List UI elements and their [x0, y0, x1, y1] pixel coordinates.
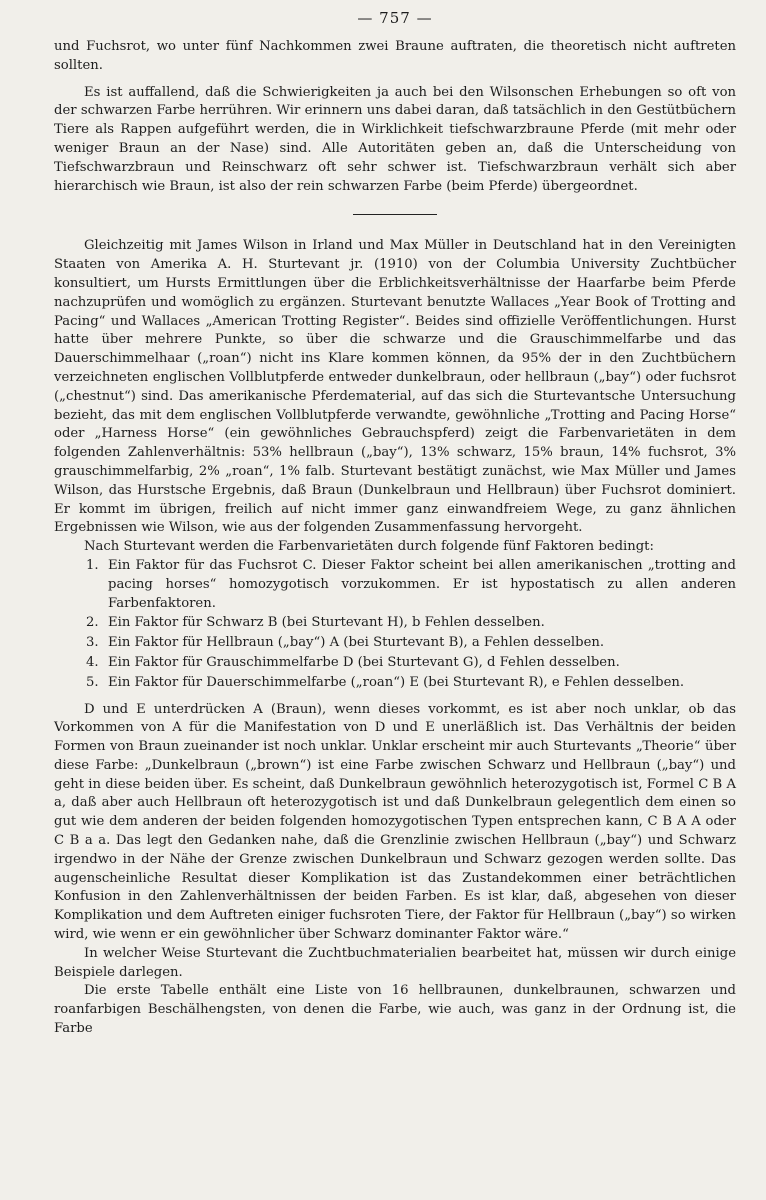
page-number: — 757 —: [357, 9, 433, 27]
paragraph-5: D und E unterdrücken A (Braun), wenn dieses vorkommt, es ist aber noch unklar, ob das Vorkommen von A für die Manifestation von D und E unerläßlich ist. Das Verhältnis der beiden Formen von Braun zueinander ist noch unklar. Unklar erscheint mir auch Sturtevants „Theorie“ über diese Farbe: „Dunkelbraun („brown“) ist eine Farbe zwischen Schwarz und Hellbraun („bay“) und geht in diese beiden über. Es scheint, daß Dunkelbraun gewöhnlich heterozygotisch ist, Formel C B A a, daß aber auch Hellbraun oft heterozygotisch ist und daß Dunkelbraun gelegentlich dem einen so gut wie dem anderen der beiden folgenden homozygotischen Typen entsprechen kann, C B A A oder C B a a. Das legt den Gedanken nahe, daß die Grenzlinie zwischen Hellbraun („bay“) und Schwarz irgendwo in der Nähe der Grenze zwischen Dunkelbraun und Schwarz gezogen werden sollte. Das augenscheinliche Resultat dieser Komplikation ist das Zustandekommen einer beträchtlichen Konfusion in den Zahlenverhältnissen der beiden Farben. Es ist klar, daß, abgesehen von dieser Komplikation und dem Auftreten einiger fuchsroten Tiere, der Faktor für Hellbraun („bay“) so wirken wird, wie wenn er ein gewöhnlicher über Schwarz dominanter Faktor wäre.“: [54, 701, 736, 943]
factor-item: [86, 557, 736, 613]
paragraph-2: Es ist auffallend, daß die Schwierigkeiten ja auch bei den Wilsonschen Erhebungen so oft von der schwarzen Farbe herrühren. Wir erinnern uns dabei daran, daß tatsächlich in den Gestütbüchern Tiere als Rappen aufgeführt werden, die in Wirklichkeit tiefschwarzbraune Pferde (mit mehr oder weniger Braun an der Nase) sind. Alle Autoritäten geben an, daß die Unterscheidung von Tiefschwarzbraun und Reinschwarz oft sehr schwer ist. Tiefschwarzbraun verhält sich aber hierarchisch wie Braun, ist also der rein schwarzen Farbe (beim Pferde) übergeordnet.: [54, 84, 736, 194]
factor-list: [54, 557, 736, 693]
factor-text: Ein Faktor für Grauschimmelfarbe D (bei Sturtevant G), d Fehlen desselben.: [108, 654, 620, 670]
factor-number: 2.: [86, 615, 99, 631]
paragraph-7: Die erste Tabelle enthält eine Liste von 16 hellbraunen, dunkelbraunen, schwarzen und roanfarbigen Beschälhengsten, von denen die Farbe, wie auch, was ganz in der Ordnung ist, die Farbe: [54, 983, 736, 1037]
paragraph-6: In welcher Weise Sturtevant die Zuchtbuchmaterialien bearbeitet hat, müssen wir durch einige Beispiele darlegen.: [54, 945, 736, 980]
factor-number: 5.: [86, 674, 99, 690]
paragraph-1: und Fuchsrot, wo unter fünf Nachkommen zwei Braune auftraten, die theoretisch nicht auftreten sollten.: [54, 39, 736, 73]
factor-item: [86, 654, 736, 673]
factor-number: 4.: [86, 654, 99, 670]
factor-number: 3.: [86, 635, 99, 651]
factor-number: 1.: [86, 557, 99, 573]
paragraph-3: Gleichzeitig mit James Wilson in Irland und Max Müller in Deutschland hat in den Vereinigten Staaten von Amerika A. H. Sturtevant jr. (1910) von der Columbia University Zuchtbücher konsultiert, um Hursts Ermittlungen über die Erblichkeitsverhältnisse der Haarfarbe beim Pferde nachzuprüfen und womöglich zu ergänzen. Sturtevant benutzte Wallaces „Year Book of Trotting and Pacing“ und Wallaces „American Trotting Register“. Beides sind offizielle Veröffentlichungen. Hurst hatte über mehrere Punkte, so über die schwarze und die Grauschimmelfarbe und das Dauerschimmelhaar („roan“) nicht ins Klare kommen können, da 95% der in den Zuchtbüchern verzeichneten englischen Vollblutpferde entweder dunkelbraun, oder hellbraun („bay“) oder fuchsrot („chestnut“) sind. Das amerikanische Pferdematerial, auf das sich die Sturtevantsche Untersuchung bezieht, das mit dem englischen Vollblutpferde verwandte, gewöhnliche „Trotting and Pacing Horse“ oder „Harness Horse“ (ein gewöhnliches Gebrauchspferd) zeigt die Farbenvarietäten in dem folgenden Zahlenverhältnis: 53% hellbraun („bay“), 13% schwarz, 15% braun, 14% fuchsrot, 3% grauschimmelfarbig, 2% „roan“, 1% falb. Sturtevant bestätigt zunächst, wie Max Müller und James Wilson, das Hurstsche Ergebnis, daß Braun (Dunkelbraun und Hellbraun) über Fuchsrot dominiert. Er kommt im übrigen, freilich auf nicht immer ganz einwandfreiem Wege, zu ganz ähnlichen Ergebnissen wie Wilson, wie aus der folgenden Zusammenfassung hervorgeht.: [54, 238, 736, 536]
factor-item: [86, 674, 736, 693]
factor-text: Ein Faktor für das Fuchsrot C. Dieser Faktor scheint bei allen amerikanischen „trotting and pacing horses“ homozygotisch vorzukommen. Er ist hypostatisch zu allen anderen Farbenfaktoren.: [108, 557, 736, 611]
paragraph-4: Nach Sturtevant werden die Farbenvarietäten durch folgende fünf Faktoren bedingt:: [84, 539, 654, 555]
factor-text: Ein Faktor für Hellbraun („bay“) A (bei Sturtevant B), a Fehlen desselben.: [108, 635, 605, 651]
factor-text: Ein Faktor für Schwarz B (bei Sturtevant H), b Fehlen desselben.: [108, 615, 545, 631]
factor-text: Ein Faktor für Dauerschimmelfarbe („roan“) E (bei Sturtevant R), e Fehlen desselben.: [108, 674, 685, 690]
factor-item: [86, 614, 736, 633]
factor-item: [86, 634, 736, 653]
section-divider: [353, 214, 437, 215]
